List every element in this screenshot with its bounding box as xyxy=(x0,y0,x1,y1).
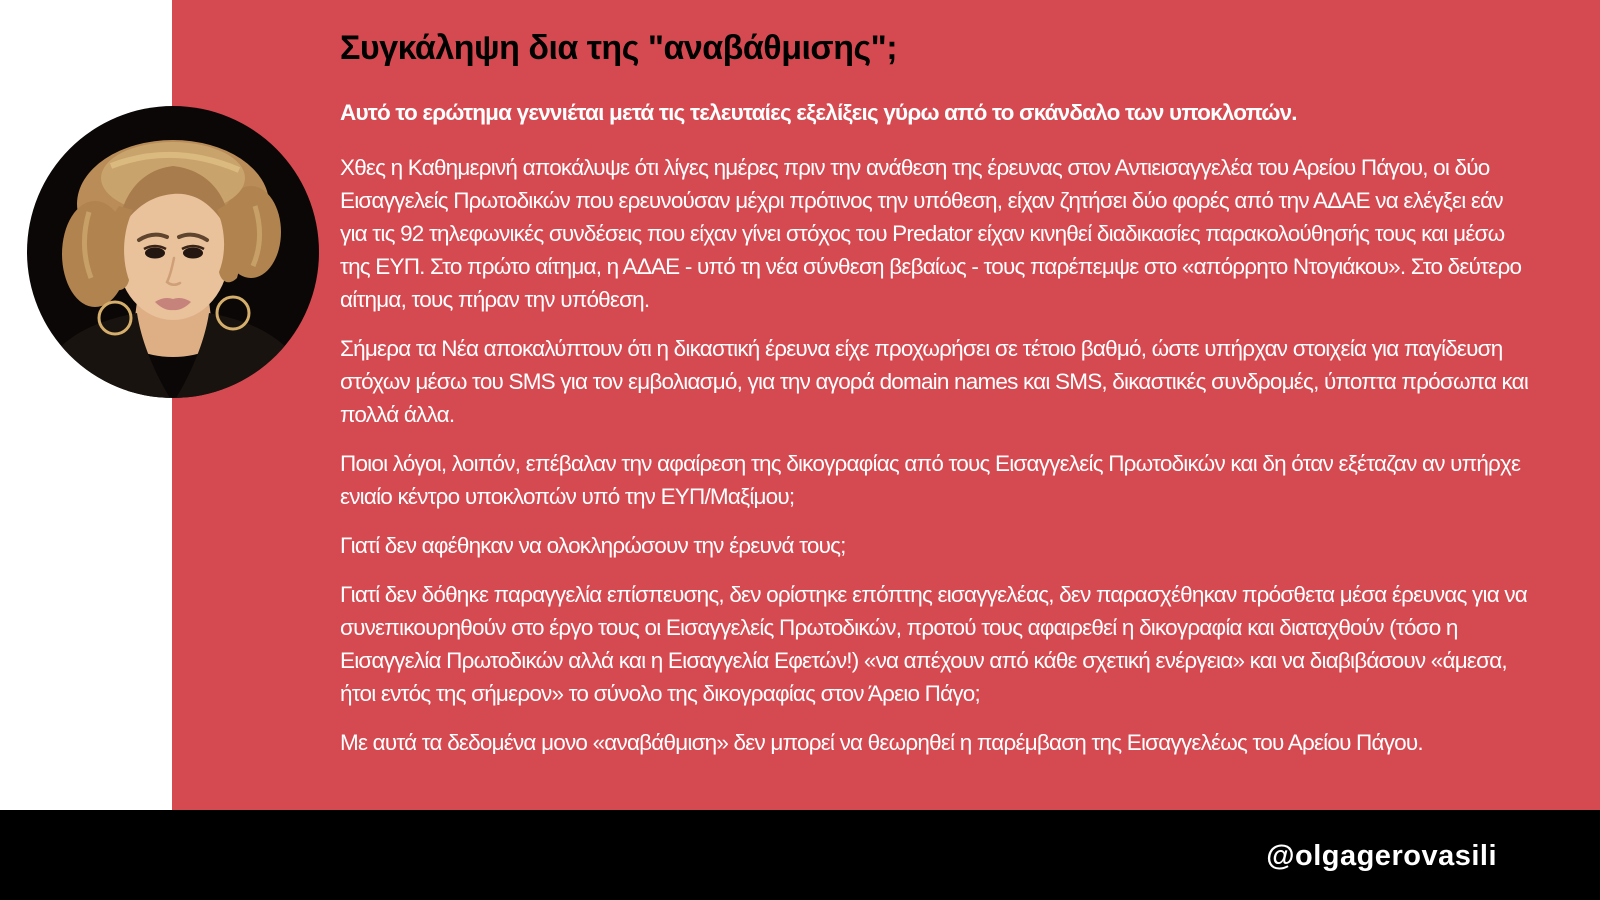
body-paragraph: Σήμερα τα Νέα αποκαλύπτουν ότι η δικαστική έρευνα είχε προχωρήσει σε τέτοιο βαθμό, ώστε υπήρχαν στοιχεία για παγίδευση στόχων μέσω του SMS για τον εμβολιασμό, για την αγορά domain names και SMS, δικαστικές συνδρομές, ύποπτα πρόσωπα και πολλά άλλα. xyxy=(340,336,1529,427)
profile-photo xyxy=(27,106,319,398)
body-paragraph: Χθες η Καθημερινή αποκάλυψε ότι λίγες ημέρες πριν την ανάθεση της έρευνας στον Αντιεισαγγελέα του Αρείου Πάγου, οι δύο Εισαγγελείς Πρωτοδικών που ερευνούσαν μέχρι πρότινος την υπόθεση, είχαν ζητήσει δύο φορές από την ΑΔΑΕ να ελέγξει εάν για τις 92 τηλεφωνικές συνδέσεις που είχαν γίνει στόχος του Predator είχαν κινηθεί διαδικασίες παρακολούθησής τους και μέσω της ΕΥΠ. Στο πρώτο αίτημα, η ΑΔΑΕ - υπό τη νέα σύνθεση βεβαίως - τους παρέπεμψε στο «απόρρητο Ντογιάκου». Στο δεύτερο αίτημα, τους πήραν την υπόθεση. xyxy=(340,155,1522,312)
body-paragraph: Με αυτά τα δεδομένα μονο «αναβάθμιση» δεν μπορεί να θεωρηθεί η παρέμβαση της Εισαγγελέως του Αρείου Πάγου. xyxy=(340,730,1423,755)
body-paragraph: Γιατί δεν δόθηκε παραγγελία επίσπευσης, δεν ορίστηκε επόπτης εισαγγελέας, δεν παρασχέθηκαν πρόσθετα μέσα έρευνας για να συνεπικουρηθούν στο έργο τους οι Εισαγγελείς Πρωτοδικών, προτού τους αφαιρεθεί η δικογραφία και διαταχθούν (τόσο η Εισαγγελία Πρωτοδικών αλλά και η Εισαγγελία Εφετών!) «να απέχουν από κάθε σχετική ενέργεια» και να διαβιβάσουν «άμεσα, ήτοι εντός της σήμερον» το σύνολο της δικογραφίας στον Άρειο Πάγο; xyxy=(340,582,1528,706)
body-paragraph: Ποιοι λόγοι, λοιπόν, επέβαλαν την αφαίρεση της δικογραφίας από τους Εισαγγελείς Πρωτοδικών και δη όταν εξέταζαν αν υπήρχε ενιαίο κέντρο υποκλοπών υπό την ΕΥΠ/Μαξίμου; xyxy=(340,451,1521,509)
body-paragraph: Γιατί δεν αφέθηκαν να ολοκληρώσουν την έρευνά τους; xyxy=(340,533,846,558)
lead-paragraph: Αυτό το ερώτημα γεννιέται μετά τις τελευταίες εξελίξεις γύρω από το σκάνδαλο των υποκλοπών. xyxy=(340,100,1297,125)
portrait-photo-icon xyxy=(27,106,319,398)
page-title: Συγκάληψη δια της "αναβάθμισης"; xyxy=(340,29,898,67)
footer-bar xyxy=(0,810,1600,900)
article-content xyxy=(340,26,1530,775)
social-handle: @olgagerovasili xyxy=(1266,840,1497,872)
